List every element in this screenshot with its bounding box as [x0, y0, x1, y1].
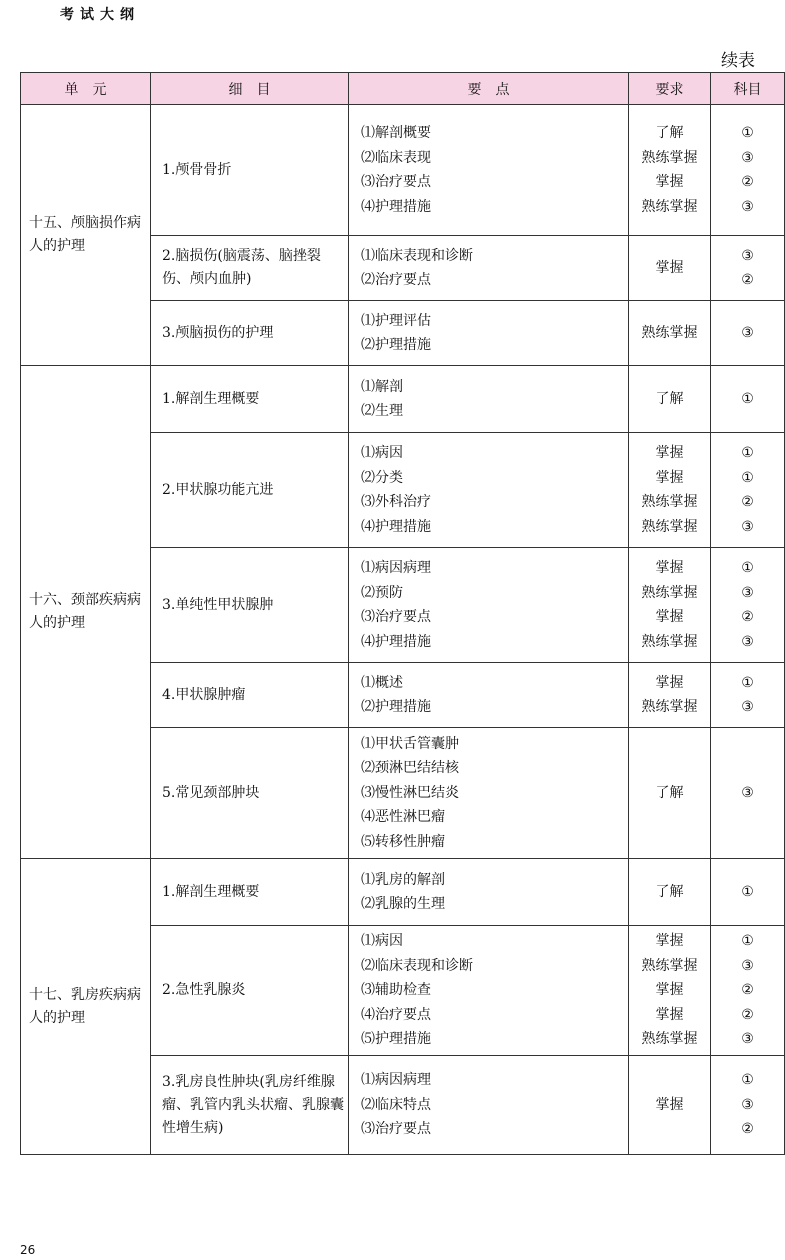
requirement-cell — [629, 728, 711, 859]
item-title-cell: 3.颅脑损伤的护理 — [151, 301, 349, 366]
requirement-cell — [629, 301, 711, 366]
subject-line: ③ — [741, 198, 754, 215]
requirement-line: 掌握 — [655, 174, 684, 190]
requirement-cell — [629, 663, 711, 728]
requirement-line: 熟练掌握 — [641, 1031, 698, 1048]
subject-line: ② — [741, 272, 754, 288]
points-cell — [349, 663, 629, 728]
item-title-cell: 3.单纯性甲状腺肿 — [151, 548, 349, 663]
subject-line: ③ — [741, 324, 754, 341]
points-cell — [349, 433, 629, 548]
subject-line: ③ — [741, 518, 754, 535]
point-line: ⑴病因 — [361, 933, 403, 950]
unit-name-cell: 十七、乳房疾病病人的护理 — [21, 859, 151, 1155]
point-line: ⑴临床表现和诊断 — [361, 247, 473, 264]
item-title-cell: 4.甲状腺肿瘤 — [151, 663, 349, 728]
point-line: ⑷护理措施 — [361, 633, 431, 650]
continued-label: 续表 — [721, 51, 755, 71]
point-line: ⑵乳腺的生理 — [361, 896, 445, 912]
requirement-cell — [629, 236, 711, 301]
requirement-line: 掌握 — [655, 445, 684, 461]
requirement-line: 熟练掌握 — [641, 518, 698, 535]
subject-line: ③ — [741, 149, 754, 166]
subject-line: ③ — [741, 1031, 754, 1048]
point-line: ⑴护理评估 — [361, 312, 431, 329]
item-title-cell: 1.解剖生理概要 — [151, 366, 349, 433]
point-line: ⑴概述 — [361, 674, 403, 691]
page-number: 26 — [20, 1243, 36, 1257]
requirement-line: 掌握 — [655, 1096, 684, 1113]
item-title-cell: 3.乳房良性肿块(乳房纤维腺瘤、乳管内乳头状瘤、乳腺囊性增生病) — [151, 1056, 349, 1155]
subject-cell — [711, 236, 785, 301]
points-cell — [349, 105, 629, 236]
subject-line: ① — [741, 933, 754, 950]
point-line: ⑵预防 — [361, 584, 403, 601]
point-line: ⑷恶性淋巴瘤 — [361, 809, 445, 826]
subject-line: ③ — [741, 584, 754, 601]
requirement-cell — [629, 105, 711, 236]
requirement-cell — [629, 433, 711, 548]
subject-line: ② — [741, 1006, 754, 1023]
subject-cell — [711, 105, 785, 236]
point-line: ⑷治疗要点 — [361, 1006, 431, 1023]
point-line: ⑵治疗要点 — [361, 272, 431, 288]
subject-cell — [711, 1056, 785, 1155]
subject-cell — [711, 548, 785, 663]
table-row — [21, 366, 785, 433]
points-cell — [349, 859, 629, 926]
point-line: ⑴乳房的解剖 — [361, 871, 445, 888]
item-title-cell: 2.脑损伤(脑震荡、脑挫裂伤、颅内血肿) — [151, 236, 349, 301]
column-header-points: 要 点 — [349, 73, 629, 105]
point-line: ⑵分类 — [361, 469, 403, 486]
points-cell — [349, 1056, 629, 1155]
requirement-line: 掌握 — [655, 259, 684, 276]
point-line: ⑷护理措施 — [361, 198, 431, 215]
table-row — [21, 859, 785, 926]
requirement-cell — [629, 366, 711, 433]
syllabus-table — [20, 72, 785, 1155]
point-line: ⑴甲状舌管囊肿 — [361, 735, 459, 752]
requirement-cell — [629, 548, 711, 663]
points-cell — [349, 728, 629, 859]
column-header-unit: 单 元 — [21, 73, 151, 105]
subject-cell — [711, 366, 785, 433]
point-line: ⑴病因 — [361, 445, 403, 461]
point-line: ⑵生理 — [361, 403, 403, 419]
subject-cell — [711, 433, 785, 548]
requirement-line: 掌握 — [655, 933, 684, 950]
item-title-cell: 1.解剖生理概要 — [151, 859, 349, 926]
requirement-line: 掌握 — [655, 982, 684, 999]
subject-cell — [711, 859, 785, 926]
subject-cell — [711, 728, 785, 859]
requirement-cell — [629, 926, 711, 1056]
point-line: ⑸转移性肿瘤 — [361, 833, 445, 850]
item-title-cell: 1.颅骨骨折 — [151, 105, 349, 236]
points-cell — [349, 301, 629, 366]
subject-line: ① — [741, 1072, 754, 1089]
column-header-requirement: 要求 — [629, 73, 711, 105]
point-line: ⑵临床表现 — [361, 149, 431, 166]
subject-line: ① — [741, 469, 754, 486]
point-line: ⑵临床特点 — [361, 1096, 431, 1113]
point-line: ⑵颈淋巴结结核 — [361, 760, 459, 777]
requirement-cell — [629, 859, 711, 926]
points-cell — [349, 366, 629, 433]
subject-line: ① — [741, 445, 754, 461]
point-line: ⑴解剖 — [361, 378, 403, 395]
point-line: ⑶外科治疗 — [361, 494, 431, 510]
column-header-subject: 科目 — [711, 73, 785, 105]
table-row — [21, 105, 785, 236]
column-header-item: 细 目 — [151, 73, 349, 105]
points-cell — [349, 926, 629, 1056]
requirement-line: 掌握 — [655, 609, 684, 625]
point-line: ⑶治疗要点 — [361, 609, 431, 625]
requirement-line: 了解 — [655, 784, 684, 801]
requirement-line: 掌握 — [655, 560, 684, 576]
requirement-line: 掌握 — [655, 1006, 684, 1023]
requirement-line: 了解 — [655, 125, 684, 141]
subject-line: ② — [741, 174, 754, 190]
subject-line: ② — [741, 609, 754, 625]
item-title-cell: 5.常见颈部肿块 — [151, 728, 349, 859]
page-header: 考试大纲 — [60, 7, 140, 23]
subject-line: ③ — [741, 957, 754, 974]
requirement-line: 熟练掌握 — [641, 149, 698, 166]
subject-cell — [711, 926, 785, 1056]
requirement-line: 熟练掌握 — [641, 324, 698, 341]
points-cell — [349, 548, 629, 663]
subject-line: ② — [741, 1121, 754, 1138]
point-line: ⑵临床表现和诊断 — [361, 957, 473, 974]
subject-line: ③ — [741, 784, 754, 801]
subject-line: ③ — [741, 633, 754, 650]
subject-line: ② — [741, 494, 754, 510]
item-title-cell: 2.急性乳腺炎 — [151, 926, 349, 1056]
point-line: ⑷护理措施 — [361, 518, 431, 535]
item-title-cell: 2.甲状腺功能亢进 — [151, 433, 349, 548]
subject-line: ① — [741, 883, 754, 900]
requirement-line: 熟练掌握 — [641, 633, 698, 650]
table-header-row — [21, 73, 785, 105]
point-line: ⑴病因病理 — [361, 1072, 431, 1089]
subject-line: ① — [741, 390, 754, 407]
subject-line: ③ — [741, 1096, 754, 1113]
requirement-line: 掌握 — [655, 674, 684, 691]
subject-line: ① — [741, 674, 754, 691]
subject-line: ① — [741, 125, 754, 141]
requirement-line: 熟练掌握 — [641, 699, 698, 715]
point-line: ⑶慢性淋巴结炎 — [361, 784, 459, 801]
point-line: ⑶辅助检查 — [361, 982, 431, 999]
unit-name-cell: 十五、颅脑损作病人的护理 — [21, 105, 151, 366]
point-line: ⑸护理措施 — [361, 1031, 431, 1048]
points-cell — [349, 236, 629, 301]
point-line: ⑴病因病理 — [361, 560, 431, 576]
requirement-line: 了解 — [655, 390, 684, 407]
unit-name-cell: 十六、颈部疾病病人的护理 — [21, 366, 151, 859]
requirement-line: 熟练掌握 — [641, 198, 698, 215]
subject-line: ① — [741, 560, 754, 576]
subject-line: ③ — [741, 247, 754, 264]
requirement-cell — [629, 1056, 711, 1155]
requirement-line: 了解 — [655, 883, 684, 900]
subject-cell — [711, 663, 785, 728]
requirement-line: 掌握 — [655, 469, 684, 486]
subject-line: ③ — [741, 699, 754, 715]
subject-cell — [711, 301, 785, 366]
point-line: ⑶治疗要点 — [361, 1121, 431, 1138]
point-line: ⑶治疗要点 — [361, 174, 431, 190]
point-line: ⑴解剖概要 — [361, 125, 431, 141]
requirement-line: 熟练掌握 — [641, 957, 698, 974]
point-line: ⑵护理措施 — [361, 337, 431, 353]
requirement-line: 熟练掌握 — [641, 494, 698, 510]
point-line: ⑵护理措施 — [361, 699, 431, 715]
subject-line: ② — [741, 982, 754, 999]
requirement-line: 熟练掌握 — [641, 584, 698, 601]
